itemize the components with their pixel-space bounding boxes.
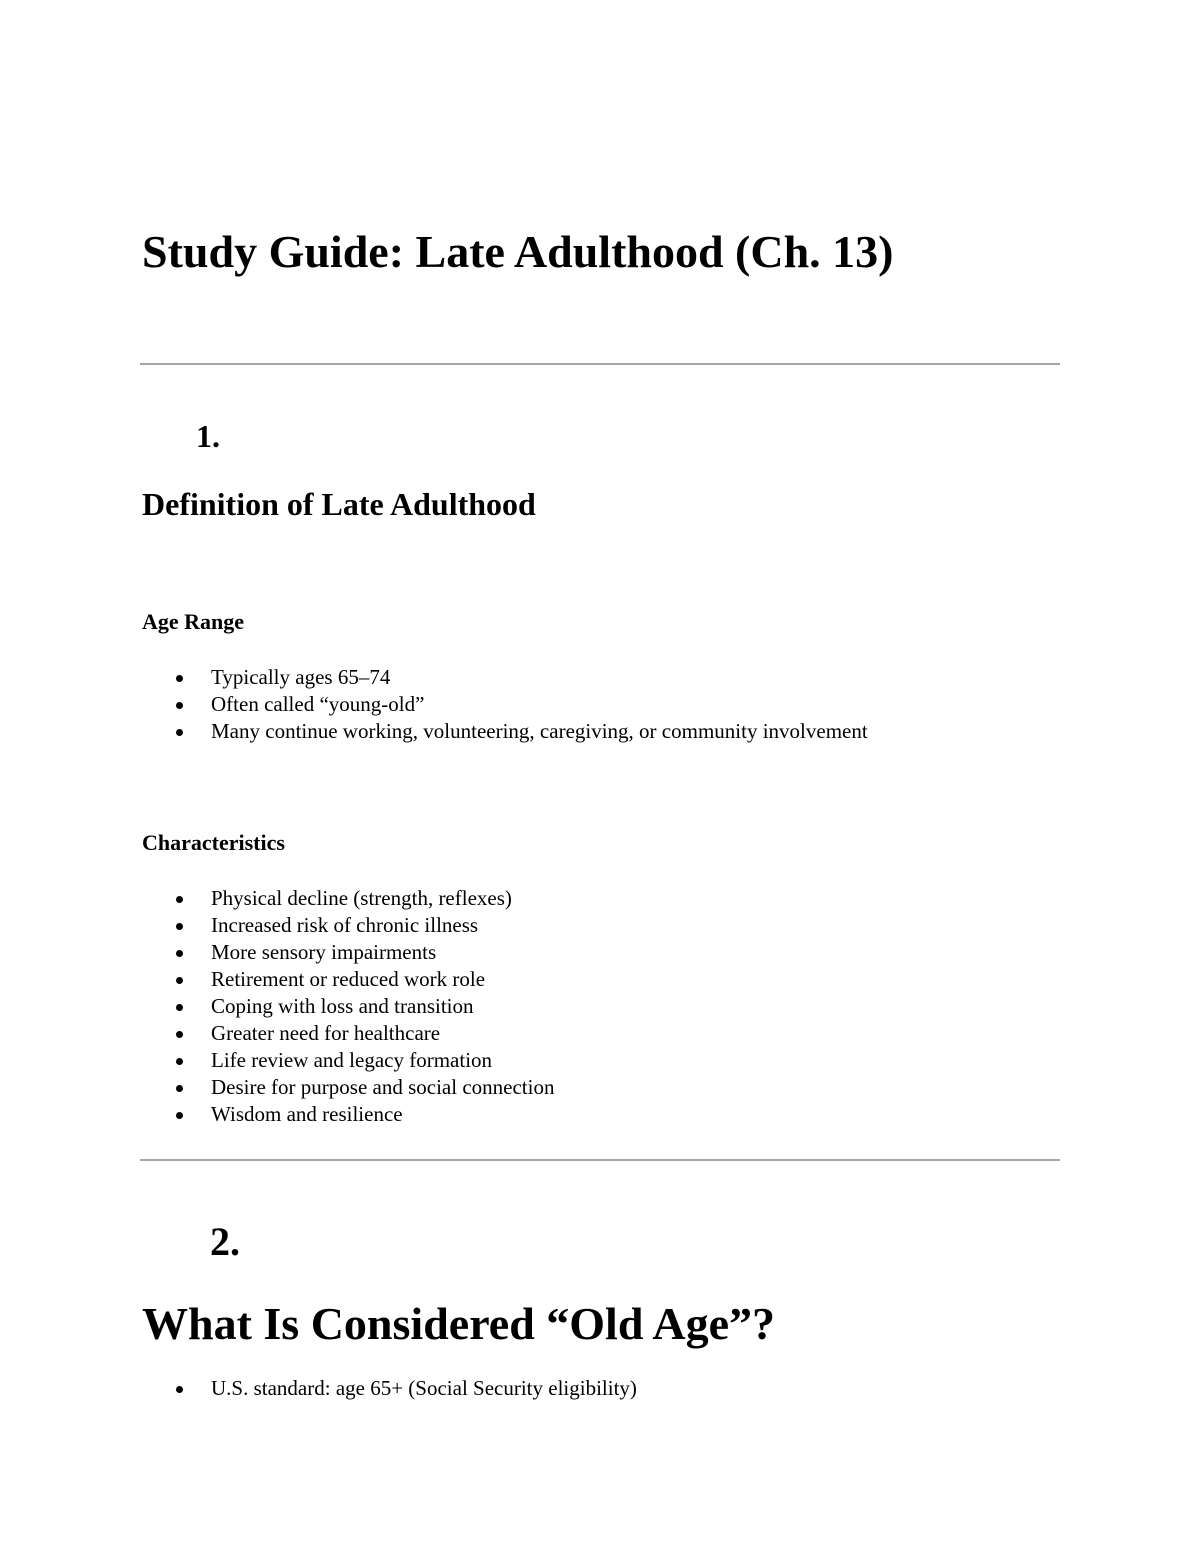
horizontal-divider [140,1159,1060,1161]
bullet-icon [176,896,183,903]
list-item: Physical decline (strength, reflexes) [0,885,554,912]
list-item: U.S. standard: age 65+ (Social Security eligibility) [0,1375,637,1402]
list-item: Greater need for healthcare [0,1020,554,1047]
list-item: Coping with loss and transition [0,993,554,1020]
list-item: Increased risk of chronic illness [0,912,554,939]
section-heading: Definition of Late Adulthood [142,486,536,522]
bullet-icon [176,1112,183,1119]
bullet-icon [176,1386,183,1393]
characteristics-list [0,885,554,1128]
section-heading: What Is Considered “Old Age”? [142,1298,776,1349]
list-item: Typically ages 65–74 [0,664,868,691]
bullet-icon [176,1004,183,1011]
bullet-icon [176,702,183,709]
list-item: More sensory impairments [0,939,554,966]
subsection-heading-age-range: Age Range [142,609,245,634]
horizontal-divider [140,363,1060,365]
bullet-icon [176,923,183,930]
bullet-icon [176,729,183,736]
list-item: Many continue working, volunteering, caregiving, or community involvement [0,718,868,745]
section-number: 1. [196,418,220,454]
bullet-icon [176,675,183,682]
subsection-heading-characteristics: Characteristics [142,830,285,855]
list-item: Life review and legacy formation [0,1047,554,1074]
bullet-icon [176,950,183,957]
age-range-list [0,664,868,745]
list-item: Desire for purpose and social connection [0,1074,554,1101]
section-number: 2. [210,1219,240,1264]
bullet-icon [176,1085,183,1092]
page-title: Study Guide: Late Adulthood (Ch. 13) [142,226,894,277]
bullet-icon [176,1031,183,1038]
list-item: Often called “young-old” [0,691,868,718]
old-age-list [0,1375,637,1402]
bullet-icon [176,977,183,984]
bullet-icon [176,1058,183,1065]
list-item: Retirement or reduced work role [0,966,554,993]
list-item: Wisdom and resilience [0,1101,554,1128]
